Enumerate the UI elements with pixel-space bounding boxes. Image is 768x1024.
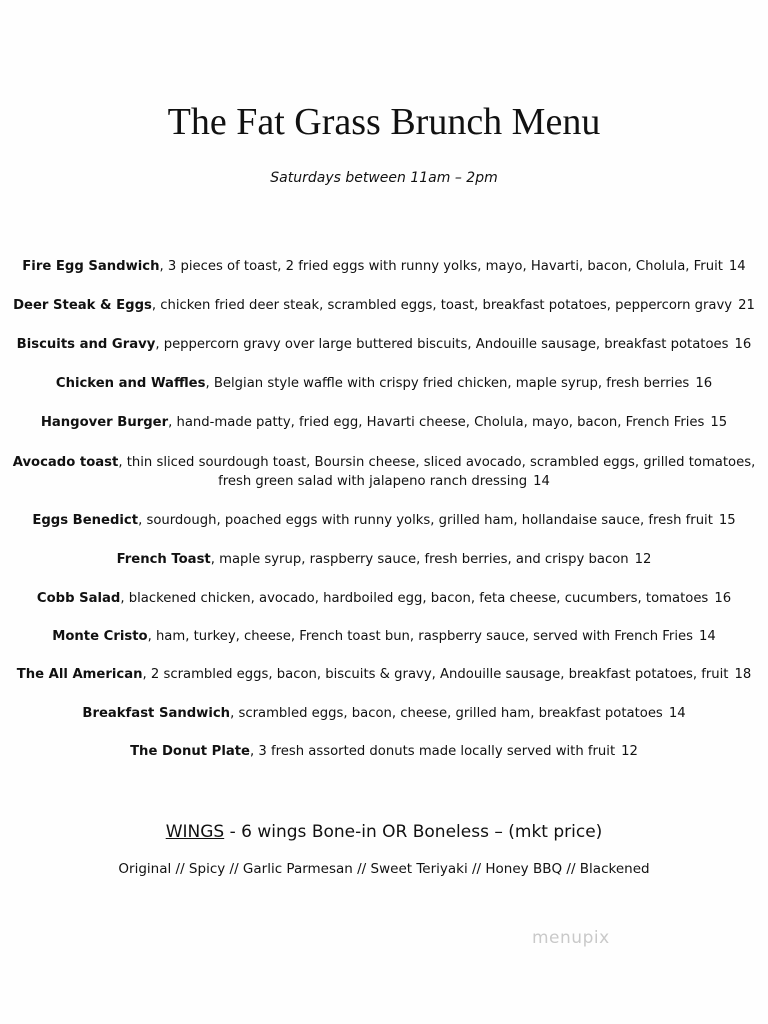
- menu-item-price: 15: [710, 415, 728, 430]
- menu-item-price: 12: [621, 744, 638, 759]
- menu-item-name: Fire Egg Sandwich: [22, 259, 160, 274]
- menu-item-description: , sourdough, poached eggs with runny yolks, grilled ham, hollandaise sauce, fresh fruit: [138, 513, 713, 528]
- menu-item-description: , maple syrup, raspberry sauce, fresh berries, and crispy bacon: [210, 552, 629, 567]
- menu-item-name: Breakfast Sandwich: [82, 706, 231, 721]
- menu-item-breakfast-sandwich: [6, 704, 762, 723]
- menu-item-price: 14: [698, 629, 716, 644]
- menu-item-name: Monte Cristo: [52, 629, 148, 644]
- menu-item-french-toast: [6, 550, 762, 569]
- menu-item-name: Deer Steak & Eggs: [13, 298, 152, 313]
- menu-item-price: 14: [533, 474, 550, 489]
- menu-item-price: 14: [728, 259, 746, 274]
- menu-subtitle: Saturdays between 11am – 2pm: [270, 170, 498, 186]
- menu-item-name: The Donut Plate: [130, 744, 250, 759]
- wings-description: - 6 wings Bone-in OR Boneless – (mkt price): [224, 822, 603, 842]
- menu-item-description: , peppercorn gravy over large buttered biscuits, Andouille sausage, breakfast potatoes: [155, 337, 729, 352]
- menu-item-description: , Belgian style waffle with crispy fried chicken, maple syrup, fresh berries: [205, 376, 690, 391]
- menu-item-price: 16: [695, 376, 713, 391]
- wings-flavors: Original // Spicy // Garlic Parmesan // Sweet Teriyaki // Honey BBQ // Blackened: [118, 861, 650, 877]
- menu-item-description: , scrambled eggs, bacon, cheese, grilled ham, breakfast potatoes: [230, 706, 663, 721]
- menu-item-description: , thin sliced sourdough toast, Boursin cheese, sliced avocado, scrambled eggs, grilled tomatoes, fresh green salad with jalapeno ranch dressing: [118, 455, 756, 489]
- menu-title: The Fat Grass Brunch Menu: [167, 101, 601, 143]
- menu-item-name: Eggs Benedict: [32, 513, 139, 528]
- menu-item-biscuits-and-gravy: [6, 335, 762, 354]
- menu-item-price: 16: [734, 337, 752, 352]
- menu-item-price: 12: [634, 552, 652, 567]
- menu-item-hangover-burger: [6, 413, 762, 432]
- menu-item-name: Biscuits and Gravy: [16, 337, 156, 352]
- menu-item-name: French Toast: [116, 552, 211, 567]
- menu-item-name: The All American: [16, 667, 143, 682]
- watermark-logo: menupix: [532, 928, 610, 948]
- menu-item-price: 21: [738, 298, 755, 313]
- menu-item-description: , 2 scrambled eggs, bacon, biscuits & gravy, Andouille sausage, breakfast potatoes, fruit: [142, 667, 729, 682]
- menu-item-deer-steak-eggs: [6, 296, 762, 315]
- menu-item-the-donut-plate: [6, 742, 762, 761]
- menu-item-cobb-salad: [6, 589, 762, 608]
- menu-item-name: Cobb Salad: [36, 591, 121, 606]
- menu-item-avocado-toast: [6, 453, 762, 491]
- menu-item-description: , hand-made patty, fried egg, Havarti cheese, Cholula, mayo, bacon, French Fries: [168, 415, 705, 430]
- menu-item-eggs-benedict: [6, 511, 762, 530]
- wings-label: WINGS: [165, 822, 225, 842]
- menu-item-price: 15: [718, 513, 736, 528]
- menu-item-description: , 3 pieces of toast, 2 fried eggs with runny yolks, mayo, Havarti, bacon, Cholula, Fruit: [159, 259, 723, 274]
- menu-item-name: Hangover Burger: [40, 415, 169, 430]
- menu-item-the-all-american: [6, 665, 762, 684]
- menu-item-monte-cristo: [6, 627, 762, 646]
- menu-item-description: , blackened chicken, avocado, hardboiled egg, bacon, feta cheese, cucumbers, tomatoes: [120, 591, 709, 606]
- menu-item-chicken-and-waffles: [6, 374, 762, 393]
- menu-item-name: Chicken and Waffles: [55, 376, 206, 391]
- menu-item-description: , ham, turkey, cheese, French toast bun, raspberry sauce, served with French Fries: [147, 629, 693, 644]
- wings-heading: [0, 822, 768, 842]
- menu-item-name: Avocado toast: [12, 455, 119, 470]
- menu-item-price: 18: [734, 667, 752, 682]
- menu-item-description: , 3 fresh assorted donuts made locally served with fruit: [250, 744, 616, 759]
- menu-item-price: 14: [668, 706, 686, 721]
- menu-item-price: 16: [714, 591, 732, 606]
- menu-item-description: , chicken fried deer steak, scrambled eggs, toast, breakfast potatoes, peppercorn gravy: [151, 298, 733, 313]
- menu-item-fire-egg-sandwich: [6, 257, 762, 276]
